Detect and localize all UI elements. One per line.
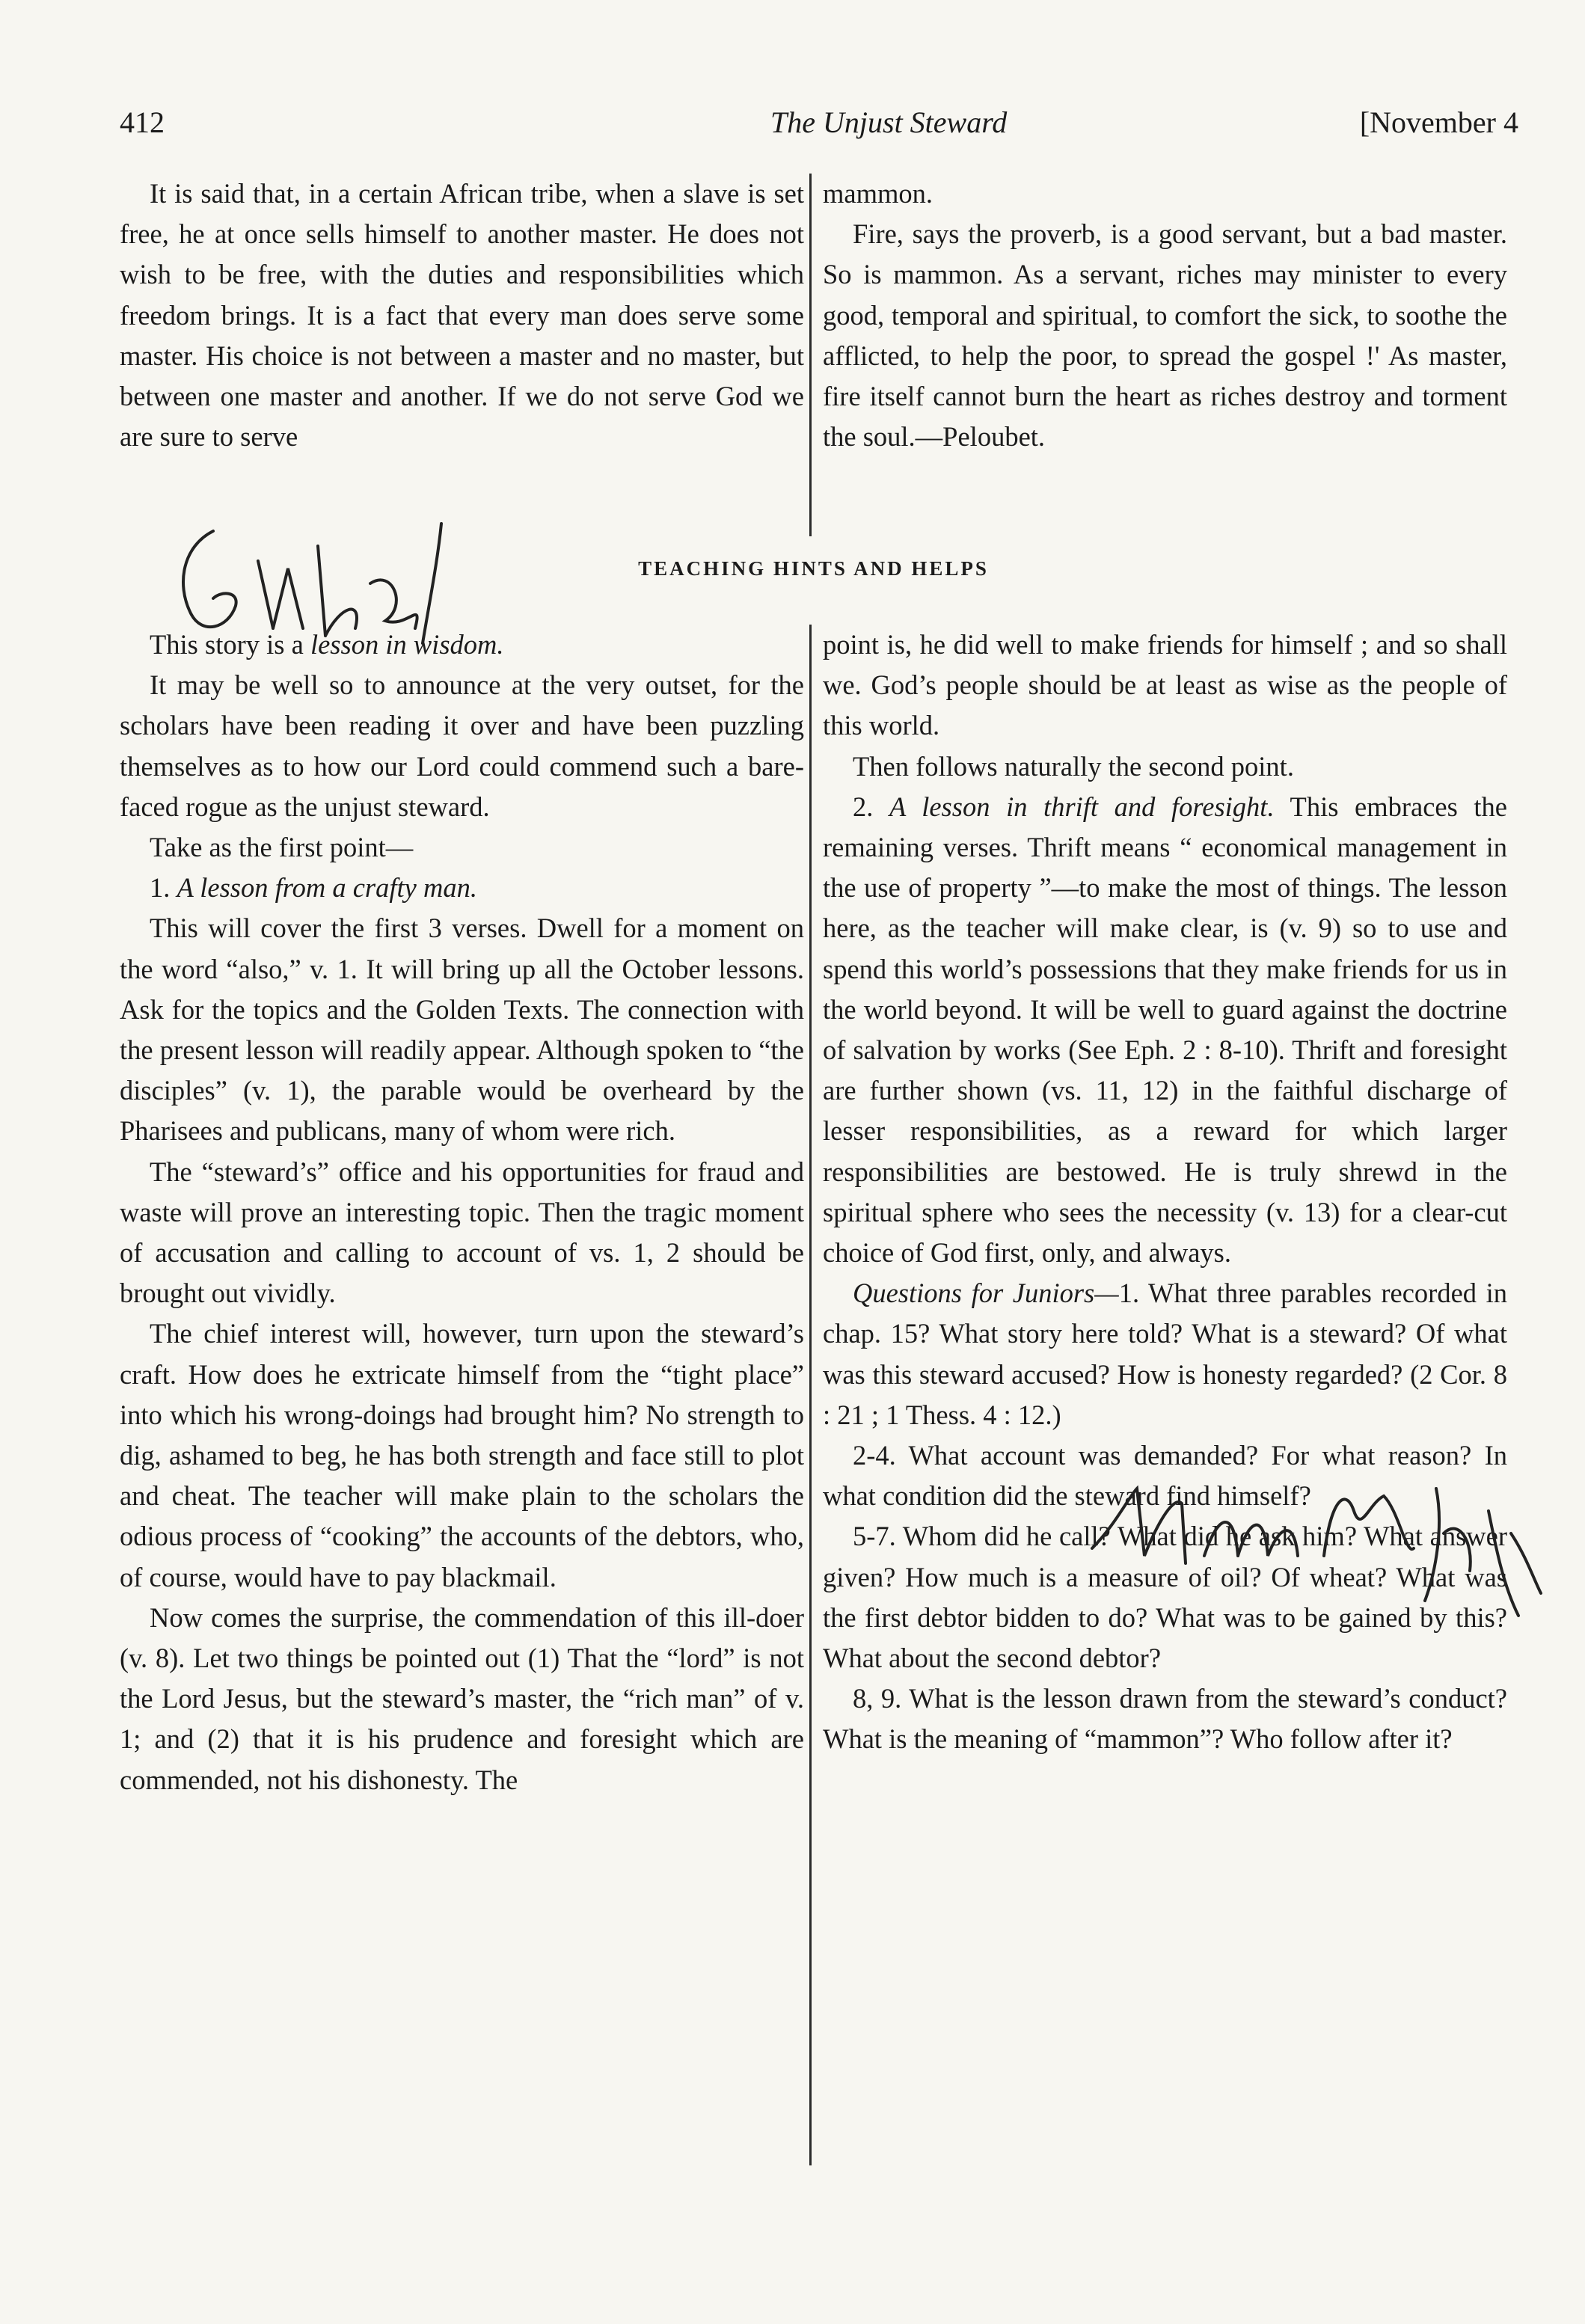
paragraph: The “steward’s” office and his opportunities for fraud and waste will prove an interesting topic. Then the tragic moment of accusation and calling to account of vs. 1, 2 should be brought out vividly. (120, 1156, 804, 1309)
paragraph: Now comes the surprise, the commendation of this ill-doer (v. 8). Let two things be pointed out (1) That the “lord” is not the Lord Jesus, but the steward’s master, the “rich man” of v. 1; and (2) that it is his prudence and foresight which are commended, not his dishonesty. The (120, 1601, 804, 1795)
paragraph: Take as the first point— (150, 832, 414, 863)
paragraph: This will cover the first 3 verses. Dwell for a moment on the word “also,” v. 1. It will bring up all the October lessons. Ask for the topics and the Golden Texts. The connection with the present lesson will readily appear. Although spoken to “the disciples” (v. 1), the parable would be overheard by the Pharisees and publicans, many of whom were rich. (120, 913, 804, 1147)
running-title: The Unjust Steward (770, 105, 1008, 139)
paragraph: The chief interest will, however, turn upon the steward’s craft. How does he extricate himself from the “tight place” into which his wrong-doings had brought him? No strength to dig, ashamed to beg, he has both strength and face still to plot and cheat. The teacher will make plain to the scholars the odious process of “cooking” the accounts of the debtors, who, of course, would have to pay blackmail. (120, 1318, 804, 1592)
paragraph: mammon. (823, 178, 933, 209)
paragraph (120, 625, 804, 665)
right-column (823, 625, 1507, 1760)
paragraph-text: This embraces the remaining verses. Thrift means “ economical management in the use of property ”—to make the most of things. The lesson here, as the teacher will make clear, is (v. 9) so to use and spend this world’s possessions that they make friends for us in the world beyond. It will be well to guard against the doctrine of salvation by works (See Eph. 2 : 8-10). Thrift and foresight are further shown (vs. 11, 12) in the faithful discharge of lesser responsibilities, as a reward for which larger responsibilities are bestowed. He is truly shrewd in the spiritual sphere who sees the necessity (v. 13) for a clear-cut choice of God first, only, and always. (823, 791, 1507, 1269)
paragraph: Fire, says the proverb, is a good servant, but a bad master. So is mammon. As a servant, riches may minister to every good, temporal and spiritual, to comfort the sick, to soothe the afflicted, to help the poor, to spread the gospel !' As master, fire itself cannot burn the heart as riches destroy and torment the soul.—Peloubet. (823, 218, 1507, 453)
point-title: A lesson in thrift and foresight. (889, 791, 1275, 822)
issue-date: [November 4 (1359, 105, 1518, 139)
page-number: 412 (120, 105, 165, 139)
paragraph: Then follows naturally the second point. (853, 750, 1294, 782)
paragraph: 5-7. Whom did he call? What did he ask him? What answer given? How much is a measure of oil? Of wheat? What was the first debtor bidden to do? What was to be gained by this? What about the second debtor? (823, 1521, 1507, 1674)
point-number: 1. (150, 872, 177, 904)
column-divider (809, 625, 812, 2165)
paragraph-lead: This story is a (150, 629, 310, 660)
top-right-column (823, 174, 1507, 457)
paragraph (823, 787, 1507, 1273)
paragraph-italic: lesson in wisdom. (310, 629, 504, 660)
running-head (112, 105, 1518, 150)
paragraph (120, 868, 804, 908)
paragraph-text: 1. What three parables recorded in chap. 15? What story here told? What is a steward? Of what was this steward accused? How is honesty regarded? (2 Cor. 8 : 21 ; 1 Thess. 4 : 12.) (823, 1278, 1507, 1430)
paragraph (823, 1273, 1507, 1435)
top-left-column (120, 174, 804, 457)
paragraph: 8, 9. What is the lesson drawn from the steward’s conduct? What is the meaning of “mammon”? Who follow after it? (823, 1683, 1507, 1755)
left-column (120, 625, 804, 1800)
column-divider (809, 174, 812, 536)
section-heading: TEACHING HINTS AND HELPS (638, 557, 989, 580)
paragraph: It is said that, in a certain African tribe, when a slave is set free, he at once sells himself to another master. He does not wish to be free, with the duties and responsibilities which freedom brings. It is a fact that every man does serve some master. His choice is not between a master and no master, but between one master and another. If we do not serve God we are sure to serve (120, 178, 804, 453)
paragraph: It may be well so to announce at the very outset, for the scholars have been reading it over and have been puzzling themselves as to how our Lord could commend such a bare-faced rogue as the unjust steward. (120, 669, 804, 822)
point-title: A lesson from a crafty man. (177, 872, 477, 904)
paragraph: 2-4. What account was demanded? For what reason? In what condition did the steward find himself? (823, 1440, 1507, 1512)
paragraph: point is, he did well to make friends for himself ; and so shall we. God’s people should be at least as wise as the people of this world. (823, 629, 1507, 741)
point-number: 2. (853, 791, 889, 822)
questions-heading: Questions for Juniors— (853, 1278, 1119, 1309)
